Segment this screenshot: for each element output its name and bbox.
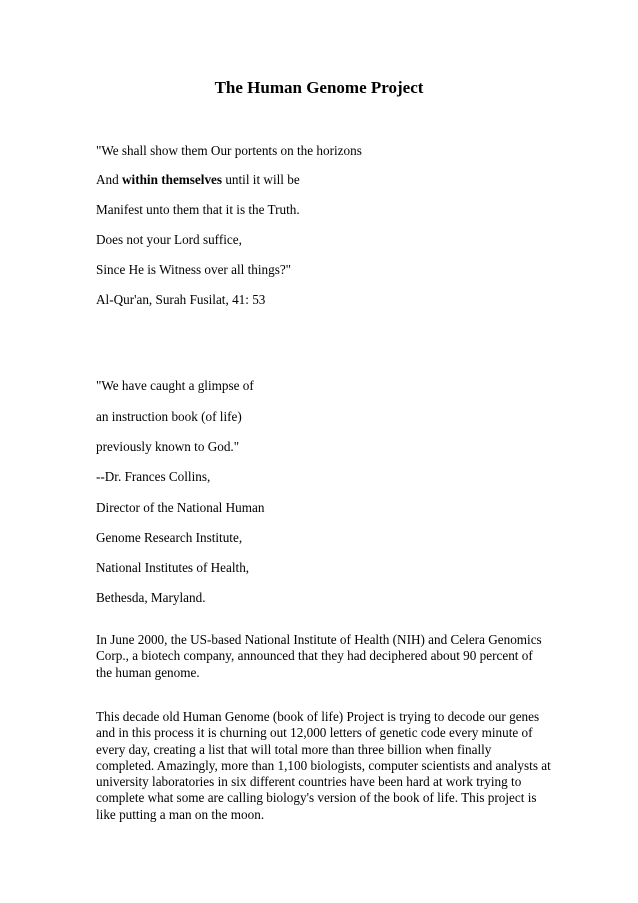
quote-line-3: previously known to God." — [96, 439, 240, 454]
verse-line-1: "We shall show them Our portents on the horizons — [96, 143, 362, 158]
quote-affiliation-1: Director of the National Human — [96, 500, 265, 515]
paragraph-1-line: In June 2000, the US-based National Institute of Health (NIH) and Celera Genomics — [96, 632, 542, 647]
paragraph-2-line: university laboratories in six different countries have been hard at work trying to — [96, 774, 522, 790]
verse-line-4: Does not your Lord suffice, — [96, 232, 242, 247]
quote-affiliation-2: Genome Research Institute, — [96, 530, 243, 545]
quote-author: --Dr. Frances Collins, — [96, 469, 211, 484]
paragraph-2-line: completed. Amazingly, more than 1,100 biologists, computer scientists and analysts at — [96, 757, 551, 773]
verse-line-5: Since He is Witness over all things?" — [96, 262, 292, 277]
paragraph-2-line: complete what some are calling biology's version of the book of life. This project is — [96, 790, 537, 806]
paragraph-1 — [96, 632, 556, 681]
paragraph-2-line: every day, creating a list that will total more than three billion when finally — [96, 741, 492, 757]
quote-affiliation-3: National Institutes of Health, — [96, 560, 250, 575]
page-title: The Human Genome Project — [214, 78, 424, 97]
verse-line-2-prefix: And — [96, 172, 123, 187]
paragraph-2 — [96, 709, 556, 823]
paragraph-2-line: like putting a man on the moon. — [96, 806, 265, 822]
quote-line-2: an instruction book (of life) — [96, 409, 242, 424]
paragraph-2-line: and in this process it is churning out 12,000 letters of genetic code every minute of — [96, 725, 533, 741]
verse-citation: Al-Qur'an, Surah Fusilat, 41: 53 — [96, 292, 266, 307]
quote-affiliation-4: Bethesda, Maryland. — [96, 590, 206, 605]
verse-line-2-bold: within themselves — [122, 172, 223, 187]
verse-line-2-suffix: until it will be — [222, 172, 300, 187]
paragraph-1-line: the human genome. — [96, 664, 200, 680]
paragraph-1-line: Corp., a biotech company, announced that they had deciphered about 90 percent of — [96, 648, 533, 664]
paragraph-2-line: This decade old Human Genome (book of life) Project is trying to decode our genes — [96, 709, 540, 724]
quote-line-1: "We have caught a glimpse of — [96, 378, 254, 393]
verse-line-2 — [96, 172, 300, 188]
verse-line-3: Manifest unto them that it is the Truth. — [96, 202, 300, 217]
